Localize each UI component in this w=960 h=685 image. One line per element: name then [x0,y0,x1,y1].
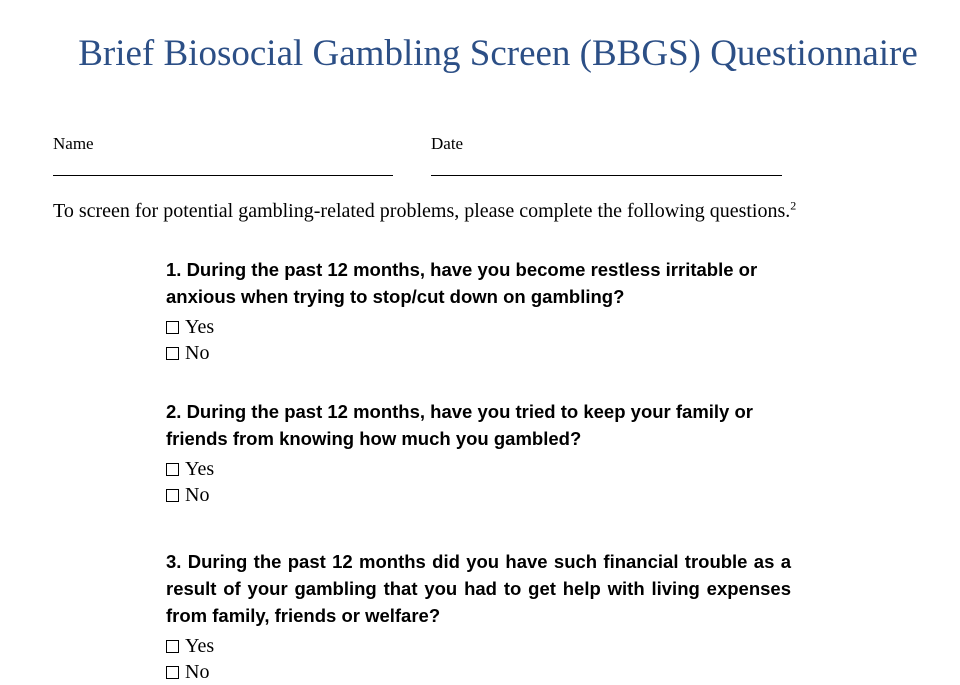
question-2-text: 2. During the past 12 months, have you tried to keep your family or friends from knowing how much you gambled? [166,401,753,449]
option-label: No [185,341,210,364]
name-label: Name [53,134,94,153]
checkbox-icon[interactable] [166,463,179,476]
question-2-options [166,456,791,508]
checkbox-icon[interactable] [166,666,179,679]
date-field[interactable] [431,175,782,176]
option-label: No [185,483,210,506]
question-2-option-yes[interactable] [166,456,791,482]
question-1 [166,256,791,366]
question-2-option-no[interactable] [166,482,791,508]
page-title: Brief Biosocial Gambling Screen (BBGS) Questionnaire [78,33,918,74]
checkbox-icon[interactable] [166,640,179,653]
question-3 [166,548,791,685]
question-3-option-no[interactable] [166,659,791,685]
intro-text [53,200,796,223]
option-label: Yes [185,315,215,338]
name-field[interactable] [53,175,393,176]
checkbox-icon[interactable] [166,347,179,360]
checkbox-icon[interactable] [166,489,179,502]
question-1-option-no[interactable] [166,340,791,366]
intro-sentence: To screen for potential gambling-related problems, please complete the following questions. [53,200,791,222]
question-3-text: 3. During the past 12 months did you have such financial trouble as a result of your gambling that you had to get help with living expenses from family, friends or welfare? [166,551,791,626]
question-1-text: 1. During the past 12 months, have you become restless irritable or anxious when trying to stop/cut down on gambling? [166,259,758,307]
option-label: Yes [185,634,215,657]
question-2 [166,398,791,508]
question-1-option-yes[interactable] [166,314,791,340]
checkbox-icon[interactable] [166,321,179,334]
date-label: Date [431,134,464,153]
question-3-options [166,633,791,685]
footnote-marker: 2 [790,198,797,213]
option-label: Yes [185,457,215,480]
question-1-options [166,314,791,366]
option-label: No [185,660,210,683]
question-3-option-yes[interactable] [166,633,791,659]
